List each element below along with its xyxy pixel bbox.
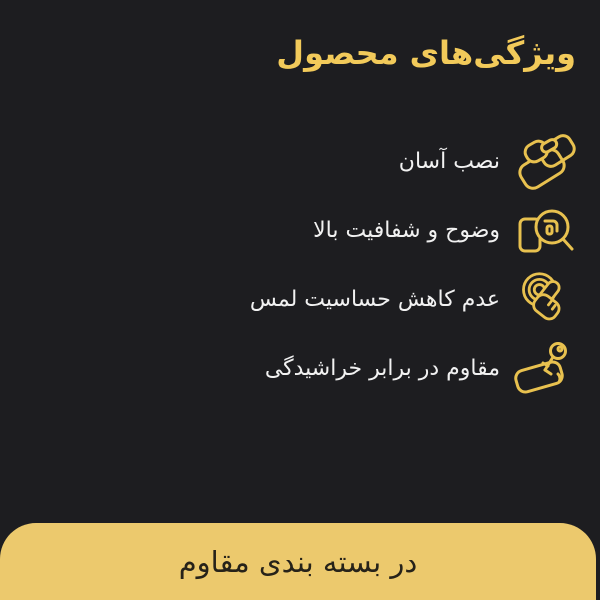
feature-row-easy-install [250,127,578,196]
feature-row-scratch-resistant [250,334,578,403]
feature-row-clarity [250,196,578,265]
feature-label: عدم کاهش حساسیت لمس [249,287,500,312]
packaging-banner-label: در بسته بندی مقاوم [178,544,418,579]
magnifier-phone-icon [514,201,578,261]
feature-row-touch [250,265,578,334]
touch-tap-icon [514,270,578,330]
page-title: ویژگی‌های محصول [276,34,576,72]
key-scratch-phone-icon [514,339,578,399]
apply-film-hand-icon [514,132,578,192]
feature-label: وضوح و شفافیت بالا [313,218,500,243]
feature-list [250,127,578,403]
feature-label: نصب آسان [398,149,500,174]
feature-label: مقاوم در برابر خراشیدگی [264,356,500,381]
packaging-banner [0,523,596,600]
